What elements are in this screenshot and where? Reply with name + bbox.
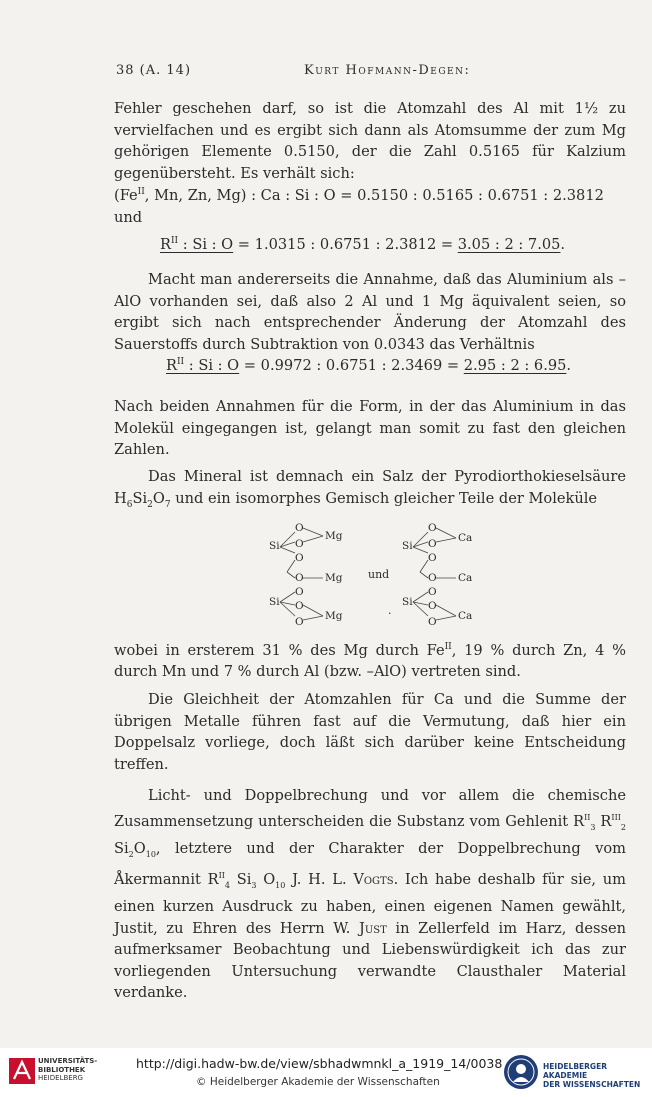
atom-o: O: [295, 552, 304, 564]
und-between-structures: und: [368, 568, 390, 581]
para5-post: , 19 % durch Zn, 4 % durch Mn und 7 % durch Al (bzw. –AlO) vertreten sind.: [114, 641, 626, 681]
paragraph-7: [114, 785, 626, 1004]
atom-o: O: [295, 522, 304, 534]
para7-t8: J. H. L.: [285, 871, 354, 889]
paragraph-1: [114, 98, 626, 184]
para7-sup-ii: II: [584, 812, 591, 822]
atom-o: O: [428, 572, 437, 584]
formula3-lhs-text: : Si : O: [184, 357, 240, 374]
author-vogt: Vogts: [353, 871, 394, 889]
para7-t9: . Ich habe deshalb für sie, um einen kurzen Ausdruck zu haben, einen eigenen Namen gewählt, Justit, zu Ehren des Herrn W.: [114, 871, 626, 937]
para4-post: und ein isomorphes Gemisch gleicher Teile der Moleküle: [170, 489, 598, 507]
para7-t10: in Zellerfeld im Harz, dessen aufmerksamer Beobachtung und Liebenswürdigkeit ich das zur vorliegenden Untersuchung verwandte Clausthaler Material verdanke.: [114, 919, 627, 1002]
para7-t5: , letztere und der Charakter der Doppelbrechung vom Åkermannit R: [114, 839, 626, 889]
para7-sup-iii: III: [611, 812, 621, 822]
para5-sup: II: [444, 642, 452, 652]
para7-t1: Licht- und Doppelbrechung und vor allem die chemische Zusammensetzung unterscheiden die Substanz vom Gehlenit R: [114, 787, 626, 830]
para7-sub10b: 10: [275, 880, 286, 890]
atom-si: Si: [402, 596, 413, 608]
atom-o: O: [295, 572, 304, 584]
atom-o: O: [428, 522, 437, 534]
paragraph-4: [114, 466, 626, 516]
para4-sub2: 2: [147, 499, 153, 510]
para5-pre: wobei in ersterem 31 % des Mg durch Fe: [114, 641, 445, 659]
formula2-r: R: [160, 236, 171, 253]
formula2-rhs: 3.05 : 2 : 7.05: [457, 236, 561, 253]
ha-line-2: DER WISSENSCHAFTEN: [543, 1080, 641, 1089]
ub-line-3: HEIDELBERG: [38, 1074, 83, 1082]
atom-si: Si: [402, 540, 413, 552]
paragraph-6-text: Die Gleichheit der Atomzahlen für Ca und die Summe der übrigen Metalle führen fast auf die Vermutung, daß hier ein Doppelsalz vorliege, doch läßt sich darüber keine Entscheidung treffen.: [114, 691, 626, 773]
para4-pre: Das Mineral ist demnach ein Salz der Pyrodiorthokieselsäure H: [114, 468, 626, 507]
para7-t2: R: [595, 812, 612, 830]
formula3-rhs: 2.95 : 2 : 6.95: [463, 357, 567, 374]
paragraph-2: [114, 269, 626, 355]
formula2-lhs: [160, 236, 233, 253]
ha-line-1: HEIDELBERGER AKADEMIE: [543, 1062, 607, 1080]
formula3-end: .: [566, 357, 572, 374]
atom-ca: Ca: [458, 532, 473, 544]
formula1-post: , Mn, Zn, Mg) : Ca : Si : O = 0.5150 : 0.5165 : 0.6751 : 2.3812: [144, 187, 604, 204]
page-number: 38 (A. 14): [116, 63, 192, 78]
formula-ratio-3: [166, 357, 571, 374]
permalink-url[interactable]: http://digi.hadw-bw.de/view/sbhadwmnkl_a_1919_14/0038: [136, 1056, 503, 1071]
ub-line-1: UNIVERSITÄTS-: [38, 1057, 98, 1065]
atom-ca: Ca: [458, 610, 473, 622]
atom-o: O: [295, 616, 304, 628]
formula2-lhs-text: : Si : O: [178, 236, 234, 253]
para7-t7: O: [256, 871, 276, 889]
academy-name: [543, 1062, 652, 1089]
para7-sub2b: 2: [128, 849, 134, 859]
formula2-end: .: [560, 236, 566, 253]
paragraph-5: [114, 637, 626, 683]
copyright-notice: © Heidelberger Akademie der Wissenschaften: [196, 1076, 440, 1088]
formula2-mid: = 1.0315 : 0.6751 : 2.3812 =: [233, 236, 458, 253]
atom-si: Si: [269, 540, 280, 552]
paragraph-1-text: Fehler geschehen darf, so ist die Atomzahl des Al mit 1½ zu vervielfachen und es ergibt sich dann als Atomsumme der zum Mg gehörigen Elemente 0.5150, der die Zahl 0.5165 für Kalzium gegenübersteht. Es verhält sich:: [114, 100, 626, 182]
formula1-sup: II: [137, 187, 145, 198]
formula3-r: R: [166, 357, 177, 374]
und-label: und: [114, 209, 143, 226]
paragraph-7-text: [114, 785, 626, 1004]
formula2-sup: II: [171, 236, 179, 247]
para7-t3: Si: [114, 839, 129, 857]
para4-sub1: 6: [126, 499, 133, 510]
paragraph-6: [114, 689, 626, 775]
person-just: Just: [358, 919, 387, 937]
para7-sub10: 10: [145, 849, 156, 859]
para4-m1: Si: [132, 489, 148, 507]
para7-t4: O: [133, 839, 146, 857]
paragraph-5-text: [114, 637, 626, 683]
ub-line-2: BIBLIOTHEK: [38, 1065, 86, 1074]
atom-o: O: [428, 538, 437, 550]
paragraph-3: [114, 396, 626, 461]
university-library-logo-icon: [8, 1057, 36, 1085]
para7-sub4: 4: [224, 880, 230, 890]
paragraph-2-text: Macht man andererseits die Annahme, daß das Aluminium als –AlO vorhanden sei, daß also 2 Al und 1 Mg äquivalent seien, so ergibt sich nach entsprechender Änderung der Atomzahl des Sauerstoffs durch Subtraktion von 0.0343 das Verhältnis: [114, 271, 626, 353]
formula3-lhs: [166, 357, 239, 374]
university-library-name: [38, 1057, 97, 1083]
atom-o: O: [428, 586, 437, 598]
structure-mg: [265, 520, 355, 630]
formula1-pre: (Fe: [114, 187, 138, 204]
atom-mg: Mg: [325, 530, 343, 542]
footer-bar: [0, 1048, 652, 1097]
structure-ca-bonds: [398, 520, 488, 630]
atom-mg: Mg: [325, 610, 343, 622]
atom-o: O: [428, 600, 437, 612]
atom-o: O: [295, 586, 304, 598]
academy-seal-icon: [503, 1054, 539, 1090]
atom-si: Si: [269, 596, 280, 608]
atom-o: O: [295, 600, 304, 612]
atom-o: O: [295, 538, 304, 550]
para7-t6: Si: [230, 871, 252, 889]
para4-m2: O: [152, 489, 165, 507]
running-header: [116, 63, 626, 85]
formula-ratio-1: [114, 187, 604, 204]
running-title: Kurt Hofmann-Degen:: [304, 63, 471, 78]
para7-sub3b: 3: [251, 880, 257, 890]
paragraph-4-text: [114, 466, 626, 516]
para4-sub3: 7: [164, 499, 171, 510]
atom-ca: Ca: [458, 572, 473, 584]
atom-mg: Mg: [325, 572, 343, 584]
para7-sub3: 3: [590, 822, 596, 832]
formula3-mid: = 0.9972 : 0.6751 : 2.3469 =: [239, 357, 464, 374]
structure-ca: [398, 520, 488, 630]
paragraph-3-text: Nach beiden Annahmen für die Form, in der das Aluminium in das Molekül eingegangen ist, gelangt man somit zu fast den gleichen Zahlen.: [114, 398, 626, 458]
para7-sup-ii-b: II: [218, 871, 225, 881]
formula3-sup: II: [177, 357, 185, 368]
atom-o: O: [428, 616, 437, 628]
formula-ratio-2: [160, 236, 565, 253]
atom-o: O: [428, 552, 437, 564]
structure-dot: .: [388, 604, 392, 617]
para7-sub2: 2: [620, 822, 626, 832]
